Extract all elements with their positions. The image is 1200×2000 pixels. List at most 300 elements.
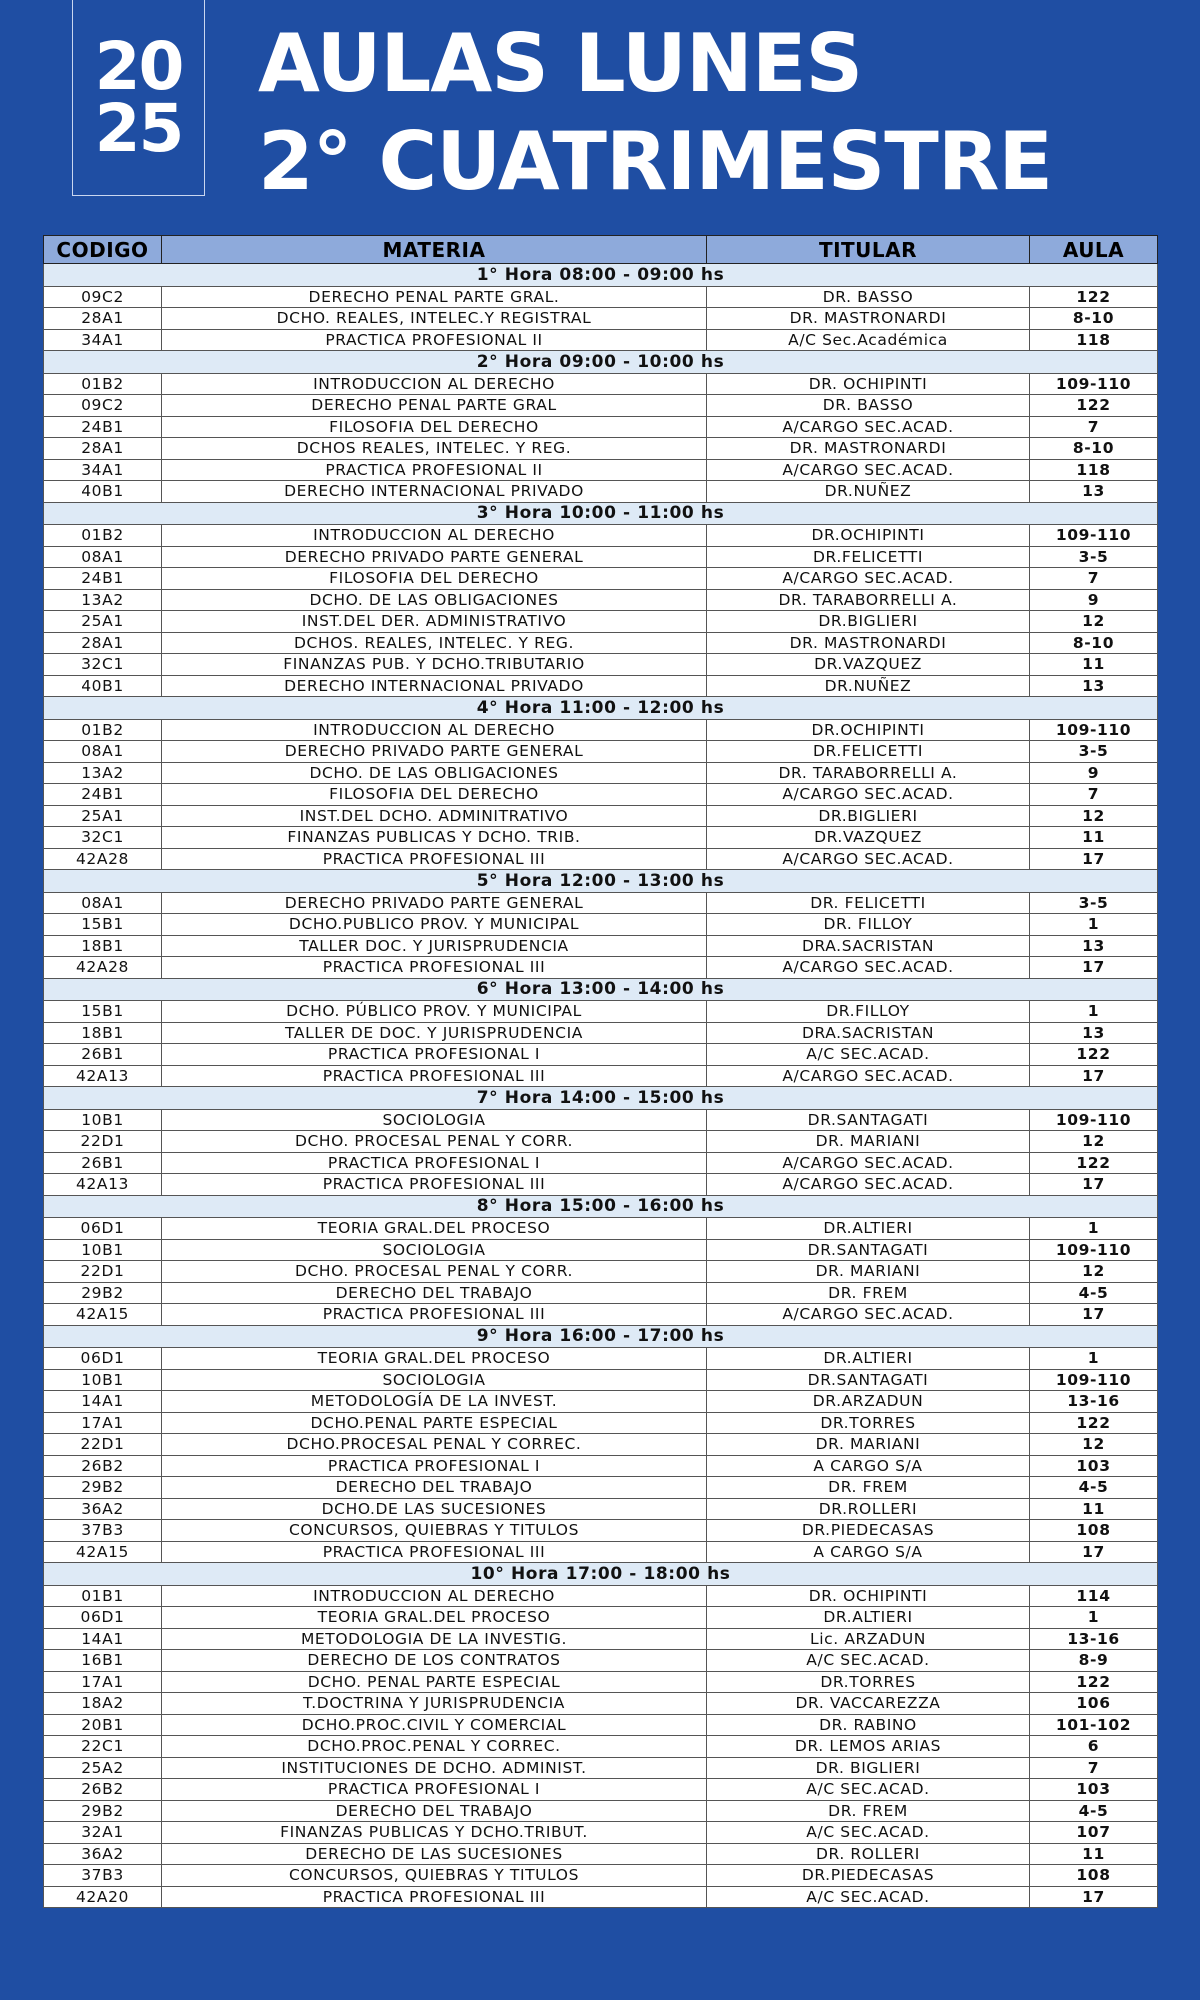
cell-materia: PRACTICA PROFESIONAL I	[162, 1779, 707, 1801]
cell-codigo: 18B1	[44, 1022, 162, 1044]
hour-label: 4° Hora 11:00 - 12:00 hs	[44, 697, 1158, 720]
cell-titular: DR. MASTRONARDI	[707, 308, 1030, 330]
schedule-table	[43, 235, 1158, 1908]
cell-materia: INTRODUCCION AL DERECHO	[162, 525, 707, 547]
cell-titular: DR.ALTIERI	[707, 1218, 1030, 1240]
cell-titular: DR.OCHIPINTI	[707, 719, 1030, 741]
cell-codigo: 37B3	[44, 1520, 162, 1542]
cell-titular: DR.SANTAGATI	[707, 1109, 1030, 1131]
cell-aula: 11	[1030, 1498, 1158, 1520]
cell-aula: 3-5	[1030, 741, 1158, 763]
table-row	[44, 1865, 1158, 1887]
cell-materia: INST.DEL DCHO. ADMINITRATIVO	[162, 805, 707, 827]
cell-aula: 1	[1030, 1218, 1158, 1240]
cell-codigo: 01B2	[44, 525, 162, 547]
cell-codigo: 22D1	[44, 1434, 162, 1456]
hour-label: 9° Hora 16:00 - 17:00 hs	[44, 1325, 1158, 1348]
cell-codigo: 25A2	[44, 1757, 162, 1779]
cell-materia: PRACTICA PROFESIONAL III	[162, 1304, 707, 1326]
column-header-aula: AULA	[1030, 236, 1158, 264]
cell-materia: PRACTICA PROFESIONAL III	[162, 848, 707, 870]
cell-codigo: 40B1	[44, 675, 162, 697]
cell-materia: CONCURSOS, QUIEBRAS Y TITULOS	[162, 1520, 707, 1542]
cell-titular: DR. RABINO	[707, 1714, 1030, 1736]
cell-aula: 1	[1030, 914, 1158, 936]
page-subtitle: 2° CUATRIMESTRE	[258, 115, 1053, 208]
cell-titular: DR.OCHIPINTI	[707, 525, 1030, 547]
cell-codigo: 15B1	[44, 914, 162, 936]
cell-materia: DERECHO PRIVADO PARTE GENERAL	[162, 892, 707, 914]
cell-aula: 109-110	[1030, 719, 1158, 741]
cell-titular: A CARGO S/A	[707, 1541, 1030, 1563]
page-title: AULAS LUNES	[258, 17, 863, 110]
cell-codigo: 28A1	[44, 438, 162, 460]
table-row	[44, 1779, 1158, 1801]
hour-header-row	[44, 697, 1158, 720]
table-row	[44, 589, 1158, 611]
cell-aula: 12	[1030, 611, 1158, 633]
cell-aula: 109-110	[1030, 1109, 1158, 1131]
cell-codigo: 13A2	[44, 589, 162, 611]
cell-materia: DCHOS REALES, INTELEC. Y REG.	[162, 438, 707, 460]
cell-aula: 7	[1030, 416, 1158, 438]
table-row	[44, 1455, 1158, 1477]
cell-aula: 17	[1030, 1886, 1158, 1908]
header-row	[44, 236, 1158, 264]
table-row	[44, 784, 1158, 806]
cell-codigo: 29B2	[44, 1800, 162, 1822]
table-row	[44, 1585, 1158, 1607]
cell-aula: 12	[1030, 805, 1158, 827]
cell-materia: INTRODUCCION AL DERECHO	[162, 373, 707, 395]
cell-aula: 13	[1030, 675, 1158, 697]
hour-header-row	[44, 1325, 1158, 1348]
table-row	[44, 741, 1158, 763]
table-row	[44, 395, 1158, 417]
table-row	[44, 1757, 1158, 1779]
cell-codigo: 36A2	[44, 1498, 162, 1520]
cell-titular: A/CARGO SEC.ACAD.	[707, 1174, 1030, 1196]
cell-materia: DCHO. PÚBLICO PROV. Y MUNICIPAL	[162, 1001, 707, 1023]
table-row	[44, 1886, 1158, 1908]
cell-aula: 122	[1030, 1412, 1158, 1434]
cell-materia: DCHO.PENAL PARTE ESPECIAL	[162, 1412, 707, 1434]
table-row	[44, 1282, 1158, 1304]
cell-titular: DR. FREM	[707, 1477, 1030, 1499]
cell-codigo: 29B2	[44, 1282, 162, 1304]
cell-aula: 1	[1030, 1607, 1158, 1629]
cell-titular: DR.VAZQUEZ	[707, 827, 1030, 849]
table-row	[44, 1607, 1158, 1629]
table-row	[44, 1671, 1158, 1693]
table-row	[44, 459, 1158, 481]
cell-codigo: 42A13	[44, 1065, 162, 1087]
cell-titular: DR.ARZADUN	[707, 1391, 1030, 1413]
cell-materia: PRACTICA PROFESIONAL I	[162, 1152, 707, 1174]
cell-titular: DR.SANTAGATI	[707, 1239, 1030, 1261]
cell-aula: 122	[1030, 1044, 1158, 1066]
table-row	[44, 1541, 1158, 1563]
cell-aula: 13	[1030, 481, 1158, 503]
cell-titular: A/CARGO SEC.ACAD.	[707, 416, 1030, 438]
cell-codigo: 16B1	[44, 1650, 162, 1672]
cell-aula: 17	[1030, 1304, 1158, 1326]
table-row	[44, 481, 1158, 503]
cell-titular: A/CARGO SEC.ACAD.	[707, 848, 1030, 870]
table-row	[44, 1693, 1158, 1715]
cell-codigo: 14A1	[44, 1391, 162, 1413]
hour-label: 6° Hora 13:00 - 14:00 hs	[44, 978, 1158, 1001]
cell-aula: 7	[1030, 1757, 1158, 1779]
cell-aula: 13-16	[1030, 1391, 1158, 1413]
hour-label: 1° Hora 08:00 - 09:00 hs	[44, 264, 1158, 287]
cell-titular: DR. OCHIPINTI	[707, 1585, 1030, 1607]
cell-codigo: 10B1	[44, 1369, 162, 1391]
table-row	[44, 1152, 1158, 1174]
cell-codigo: 32A1	[44, 1822, 162, 1844]
cell-materia: METODOLOGIA DE LA INVESTIG.	[162, 1628, 707, 1650]
cell-codigo: 32C1	[44, 654, 162, 676]
cell-titular: DR.PIEDECASAS	[707, 1520, 1030, 1542]
table-row	[44, 892, 1158, 914]
cell-aula: 12	[1030, 1131, 1158, 1153]
cell-titular: DR. BIGLIERI	[707, 1757, 1030, 1779]
table-row	[44, 957, 1158, 979]
cell-aula: 9	[1030, 762, 1158, 784]
table-row	[44, 1239, 1158, 1261]
cell-codigo: 42A15	[44, 1304, 162, 1326]
cell-titular: DR. BASSO	[707, 286, 1030, 308]
cell-materia: DCHO. REALES, INTELEC.Y REGISTRAL	[162, 308, 707, 330]
cell-aula: 122	[1030, 286, 1158, 308]
cell-titular: DR. MARIANI	[707, 1131, 1030, 1153]
cell-codigo: 28A1	[44, 308, 162, 330]
cell-titular: DR.ROLLERI	[707, 1498, 1030, 1520]
cell-codigo: 42A28	[44, 848, 162, 870]
table-row	[44, 416, 1158, 438]
cell-aula: 13	[1030, 1022, 1158, 1044]
year-bottom: 25	[94, 89, 183, 167]
column-header-codigo: CODIGO	[44, 236, 162, 264]
cell-titular: DR. ROLLERI	[707, 1843, 1030, 1865]
table-row	[44, 1304, 1158, 1326]
table-row	[44, 827, 1158, 849]
cell-aula: 101-102	[1030, 1714, 1158, 1736]
cell-codigo: 25A1	[44, 805, 162, 827]
table-row	[44, 719, 1158, 741]
table-row	[44, 286, 1158, 308]
cell-codigo: 20B1	[44, 1714, 162, 1736]
table-row	[44, 611, 1158, 633]
cell-titular: A/C SEC.ACAD.	[707, 1822, 1030, 1844]
cell-aula: 7	[1030, 568, 1158, 590]
cell-aula: 9	[1030, 589, 1158, 611]
table-row	[44, 1822, 1158, 1844]
cell-aula: 17	[1030, 957, 1158, 979]
table-row	[44, 762, 1158, 784]
cell-codigo: 18B1	[44, 935, 162, 957]
table-row	[44, 1369, 1158, 1391]
table-row	[44, 1348, 1158, 1370]
cell-codigo: 08A1	[44, 892, 162, 914]
cell-titular: DR. FILLOY	[707, 914, 1030, 936]
cell-aula: 4-5	[1030, 1800, 1158, 1822]
hour-header-row	[44, 1087, 1158, 1110]
hour-label: 7° Hora 14:00 - 15:00 hs	[44, 1087, 1158, 1110]
cell-materia: PRACTICA PROFESIONAL II	[162, 459, 707, 481]
cell-codigo: 18A2	[44, 1693, 162, 1715]
cell-aula: 108	[1030, 1520, 1158, 1542]
cell-codigo: 06D1	[44, 1607, 162, 1629]
table-row	[44, 1391, 1158, 1413]
cell-materia: DCHO.PROC.CIVIL Y COMERCIAL	[162, 1714, 707, 1736]
cell-materia: DERECHO DE LAS SUCESIONES	[162, 1843, 707, 1865]
cell-titular: DR.FELICETTI	[707, 546, 1030, 568]
cell-codigo: 14A1	[44, 1628, 162, 1650]
cell-codigo: 08A1	[44, 546, 162, 568]
cell-materia: TEORIA GRAL.DEL PROCESO	[162, 1348, 707, 1370]
cell-materia: DCHO.DE LAS SUCESIONES	[162, 1498, 707, 1520]
cell-titular: A/CARGO SEC.ACAD.	[707, 784, 1030, 806]
cell-codigo: 09C2	[44, 395, 162, 417]
cell-materia: FILOSOFIA DEL DERECHO	[162, 416, 707, 438]
cell-materia: DCHO. DE LAS OBLIGACIONES	[162, 589, 707, 611]
cell-codigo: 06D1	[44, 1218, 162, 1240]
cell-codigo: 24B1	[44, 416, 162, 438]
cell-titular: A/C SEC.ACAD.	[707, 1779, 1030, 1801]
cell-materia: PRACTICA PROFESIONAL II	[162, 329, 707, 351]
cell-aula: 8-10	[1030, 308, 1158, 330]
table-row	[44, 1434, 1158, 1456]
cell-materia: DCHO. PROCESAL PENAL Y CORR.	[162, 1131, 707, 1153]
cell-titular: DR.VAZQUEZ	[707, 654, 1030, 676]
cell-aula: 122	[1030, 1671, 1158, 1693]
cell-codigo: 42A28	[44, 957, 162, 979]
cell-codigo: 10B1	[44, 1109, 162, 1131]
table-row	[44, 1477, 1158, 1499]
cell-materia: DCHO. PENAL PARTE ESPECIAL	[162, 1671, 707, 1693]
cell-titular: A/C SEC.ACAD.	[707, 1044, 1030, 1066]
cell-aula: 17	[1030, 848, 1158, 870]
cell-materia: SOCIOLOGIA	[162, 1109, 707, 1131]
cell-titular: DR. MASTRONARDI	[707, 632, 1030, 654]
cell-materia: PRACTICA PROFESIONAL III	[162, 1541, 707, 1563]
cell-aula: 109-110	[1030, 525, 1158, 547]
cell-titular: DR. BASSO	[707, 395, 1030, 417]
cell-codigo: 08A1	[44, 741, 162, 763]
cell-titular: A/CARGO SEC.ACAD.	[707, 1304, 1030, 1326]
year-top: 20	[94, 27, 183, 105]
table-row	[44, 1800, 1158, 1822]
cell-codigo: 26B2	[44, 1455, 162, 1477]
table-row	[44, 308, 1158, 330]
cell-aula: 1	[1030, 1001, 1158, 1023]
cell-materia: DERECHO PRIVADO PARTE GENERAL	[162, 546, 707, 568]
cell-materia: SOCIOLOGIA	[162, 1239, 707, 1261]
table-row	[44, 1520, 1158, 1542]
cell-materia: DCHOS. REALES, INTELEC. Y REG.	[162, 632, 707, 654]
cell-titular: A/C Sec.Académica	[707, 329, 1030, 351]
table-row	[44, 1736, 1158, 1758]
cell-titular: A/CARGO SEC.ACAD.	[707, 568, 1030, 590]
cell-aula: 12	[1030, 1261, 1158, 1283]
table-row	[44, 1022, 1158, 1044]
cell-materia: DERECHO PRIVADO PARTE GENERAL	[162, 741, 707, 763]
cell-aula: 17	[1030, 1065, 1158, 1087]
table-row	[44, 438, 1158, 460]
cell-titular: DR.NUÑEZ	[707, 675, 1030, 697]
cell-codigo: 42A20	[44, 1886, 162, 1908]
hour-header-row	[44, 1563, 1158, 1586]
cell-materia: TEORIA GRAL.DEL PROCESO	[162, 1607, 707, 1629]
cell-titular: Lic. ARZADUN	[707, 1628, 1030, 1650]
cell-codigo: 40B1	[44, 481, 162, 503]
cell-materia: FINANZAS PUBLICAS Y DCHO.TRIBUT.	[162, 1822, 707, 1844]
cell-codigo: 26B1	[44, 1152, 162, 1174]
cell-titular: A/CARGO SEC.ACAD.	[707, 1065, 1030, 1087]
cell-aula: 107	[1030, 1822, 1158, 1844]
cell-materia: DCHO.PROCESAL PENAL Y CORREC.	[162, 1434, 707, 1456]
cell-codigo: 15B1	[44, 1001, 162, 1023]
hour-header-row	[44, 870, 1158, 893]
cell-codigo: 22D1	[44, 1261, 162, 1283]
cell-materia: DERECHO PENAL PARTE GRAL.	[162, 286, 707, 308]
cell-titular: DR.BIGLIERI	[707, 611, 1030, 633]
cell-aula: 7	[1030, 784, 1158, 806]
cell-codigo: 34A1	[44, 329, 162, 351]
cell-titular: DR. VACCAREZZA	[707, 1693, 1030, 1715]
cell-codigo: 24B1	[44, 784, 162, 806]
cell-aula: 12	[1030, 1434, 1158, 1456]
cell-codigo: 01B2	[44, 373, 162, 395]
hour-header-row	[44, 978, 1158, 1001]
cell-aula: 118	[1030, 329, 1158, 351]
cell-codigo: 26B1	[44, 1044, 162, 1066]
cell-materia: PRACTICA PROFESIONAL III	[162, 957, 707, 979]
table-row	[44, 1218, 1158, 1240]
cell-aula: 6	[1030, 1736, 1158, 1758]
cell-titular: A/CARGO SEC.ACAD.	[707, 1152, 1030, 1174]
cell-titular: DR.ALTIERI	[707, 1348, 1030, 1370]
table-row	[44, 1131, 1158, 1153]
table-row	[44, 675, 1158, 697]
cell-aula: 8-10	[1030, 438, 1158, 460]
cell-aula: 109-110	[1030, 1239, 1158, 1261]
cell-materia: DERECHO INTERNACIONAL PRIVADO	[162, 675, 707, 697]
hour-label: 5° Hora 12:00 - 13:00 hs	[44, 870, 1158, 893]
cell-materia: T.DOCTRINA Y JURISPRUDENCIA	[162, 1693, 707, 1715]
cell-codigo: 06D1	[44, 1348, 162, 1370]
hour-header-row	[44, 1195, 1158, 1218]
cell-aula: 17	[1030, 1541, 1158, 1563]
cell-titular: DR.ALTIERI	[707, 1607, 1030, 1629]
cell-codigo: 26B2	[44, 1779, 162, 1801]
cell-codigo: 28A1	[44, 632, 162, 654]
cell-codigo: 25A1	[44, 611, 162, 633]
schedule-body	[44, 264, 1158, 1908]
table-row	[44, 1065, 1158, 1087]
cell-titular: DR.TORRES	[707, 1412, 1030, 1434]
cell-aula: 122	[1030, 1152, 1158, 1174]
year-badge	[72, 0, 205, 196]
table-row	[44, 525, 1158, 547]
table-row	[44, 568, 1158, 590]
cell-materia: CONCURSOS, QUIEBRAS Y TITULOS	[162, 1865, 707, 1887]
column-header-titular: TITULAR	[707, 236, 1030, 264]
cell-materia: TALLER DE DOC. Y JURISPRUDENCIA	[162, 1022, 707, 1044]
cell-titular: A/C SEC.ACAD.	[707, 1650, 1030, 1672]
cell-materia: DERECHO DEL TRABAJO	[162, 1477, 707, 1499]
cell-aula: 11	[1030, 1843, 1158, 1865]
cell-aula: 1	[1030, 1348, 1158, 1370]
table-row	[44, 805, 1158, 827]
cell-codigo: 17A1	[44, 1671, 162, 1693]
hour-header-row	[44, 264, 1158, 287]
cell-titular: DR. FREM	[707, 1800, 1030, 1822]
cell-codigo: 01B1	[44, 1585, 162, 1607]
cell-codigo: 42A13	[44, 1174, 162, 1196]
table-row	[44, 329, 1158, 351]
cell-materia: FILOSOFIA DEL DERECHO	[162, 784, 707, 806]
cell-titular: DR.TORRES	[707, 1671, 1030, 1693]
table-row	[44, 1044, 1158, 1066]
table-row	[44, 1628, 1158, 1650]
cell-titular: DR. TARABORRELLI A.	[707, 589, 1030, 611]
cell-materia: TEORIA GRAL.DEL PROCESO	[162, 1218, 707, 1240]
cell-aula: 11	[1030, 827, 1158, 849]
cell-materia: DERECHO DEL TRABAJO	[162, 1282, 707, 1304]
cell-aula: 106	[1030, 1693, 1158, 1715]
cell-codigo: 29B2	[44, 1477, 162, 1499]
cell-titular: DR.FELICETTI	[707, 741, 1030, 763]
cell-codigo: 34A1	[44, 459, 162, 481]
cell-aula: 109-110	[1030, 373, 1158, 395]
table-row	[44, 1001, 1158, 1023]
hour-label: 10° Hora 17:00 - 18:00 hs	[44, 1563, 1158, 1586]
cell-materia: PRACTICA PROFESIONAL III	[162, 1065, 707, 1087]
cell-titular: DR. MASTRONARDI	[707, 438, 1030, 460]
cell-materia: PRACTICA PROFESIONAL I	[162, 1455, 707, 1477]
cell-titular: DR. LEMOS ARIAS	[707, 1736, 1030, 1758]
cell-titular: DR. OCHIPINTI	[707, 373, 1030, 395]
table-row	[44, 1498, 1158, 1520]
cell-codigo: 36A2	[44, 1843, 162, 1865]
cell-titular: DRA.SACRISTAN	[707, 1022, 1030, 1044]
cell-codigo: 37B3	[44, 1865, 162, 1887]
cell-aula: 17	[1030, 1174, 1158, 1196]
cell-titular: DR. MARIANI	[707, 1434, 1030, 1456]
hour-label: 3° Hora 10:00 - 11:00 hs	[44, 502, 1158, 525]
hour-header-row	[44, 351, 1158, 374]
cell-titular: DR. MARIANI	[707, 1261, 1030, 1283]
cell-codigo: 01B2	[44, 719, 162, 741]
hour-header-row	[44, 502, 1158, 525]
cell-aula: 3-5	[1030, 892, 1158, 914]
cell-titular: DR.BIGLIERI	[707, 805, 1030, 827]
cell-titular: DR. TARABORRELLI A.	[707, 762, 1030, 784]
cell-materia: DERECHO DEL TRABAJO	[162, 1800, 707, 1822]
cell-aula: 13-16	[1030, 1628, 1158, 1650]
cell-aula: 109-110	[1030, 1369, 1158, 1391]
cell-materia: DERECHO DE LOS CONTRATOS	[162, 1650, 707, 1672]
cell-materia: FINANZAS PUBLICAS Y DCHO. TRIB.	[162, 827, 707, 849]
cell-titular: A/CARGO SEC.ACAD.	[707, 459, 1030, 481]
cell-aula: 13	[1030, 935, 1158, 957]
cell-materia: INTRODUCCION AL DERECHO	[162, 719, 707, 741]
cell-codigo: 17A1	[44, 1412, 162, 1434]
cell-codigo: 22D1	[44, 1131, 162, 1153]
cell-aula: 122	[1030, 395, 1158, 417]
